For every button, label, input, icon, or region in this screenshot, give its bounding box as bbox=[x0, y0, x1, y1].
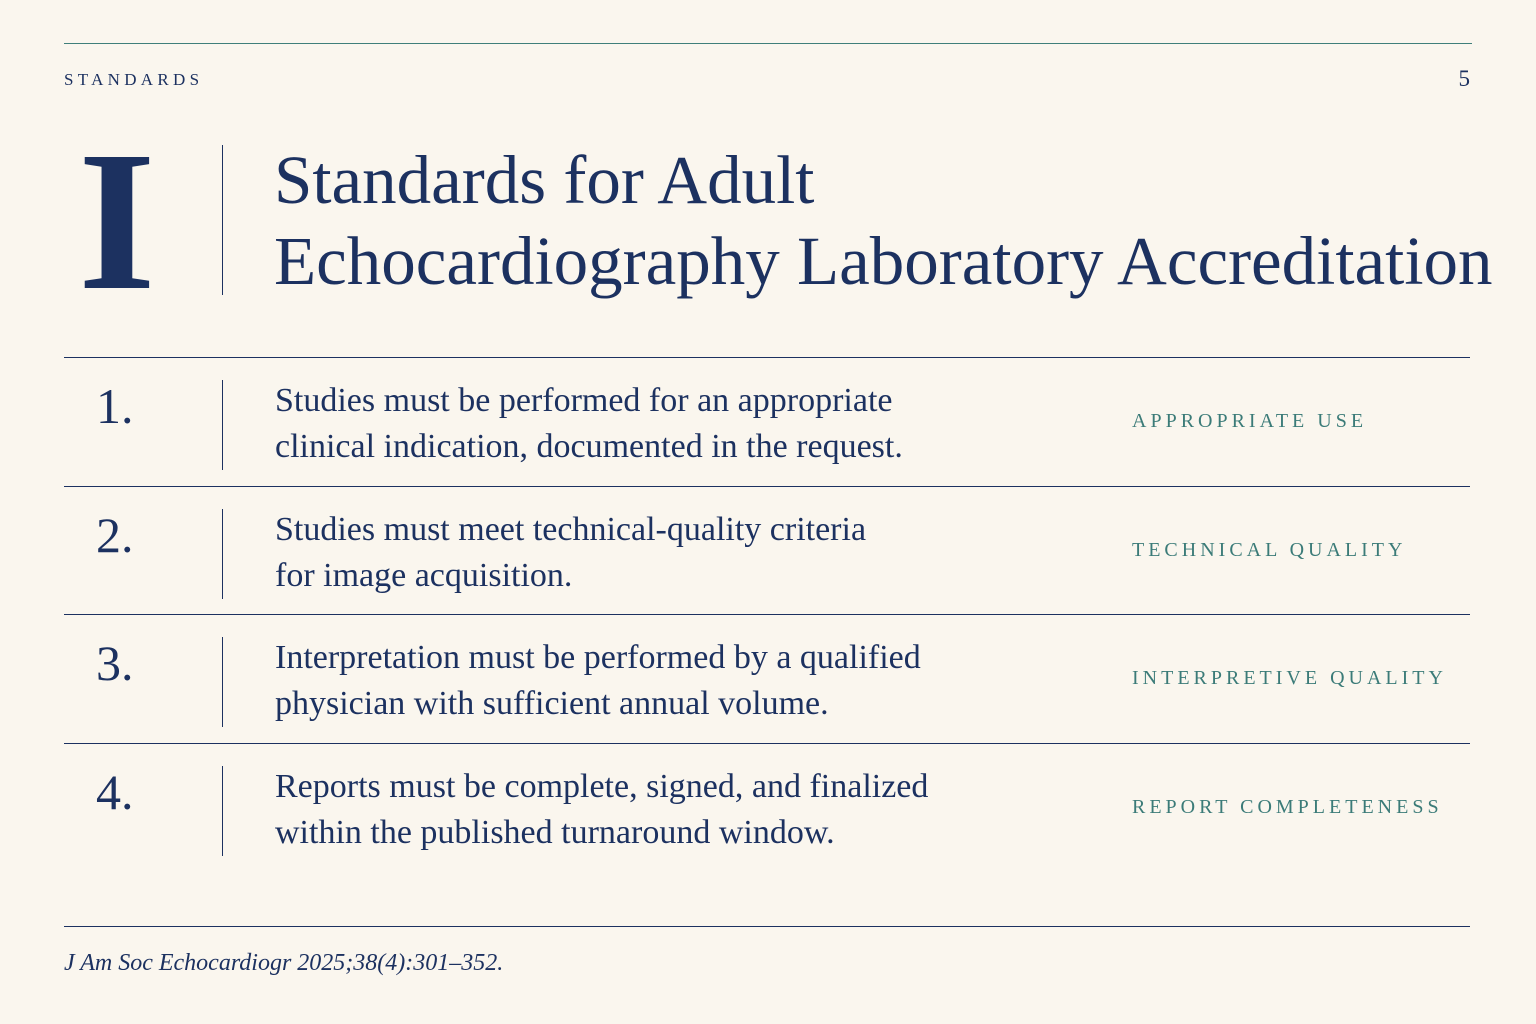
standard-number: 3. bbox=[96, 635, 134, 691]
page-number: 5 bbox=[1458, 66, 1470, 91]
standard-row bbox=[64, 358, 1470, 486]
standard-row bbox=[64, 615, 1470, 743]
row-divider bbox=[222, 380, 223, 470]
citation: J Am Soc Echocardiogr 2025;38(4):301–352. bbox=[64, 950, 504, 976]
standard-category: REPORT COMPLETENESS bbox=[1132, 796, 1443, 818]
standard-category: INTERPRETIVE QUALITY bbox=[1132, 667, 1447, 689]
standard-text-line: within the published turnaround window. bbox=[275, 814, 835, 851]
page-title-line: Echocardiography Laboratory Accreditation bbox=[274, 223, 1493, 299]
standard-text-line: physician with sufficient annual volume. bbox=[275, 685, 829, 722]
section-numeral: I bbox=[78, 111, 156, 332]
standard-text-line: Studies must meet technical-quality criteria bbox=[275, 511, 867, 548]
standard-row bbox=[64, 487, 1470, 615]
row-divider bbox=[222, 766, 223, 856]
standard-number: 4. bbox=[96, 764, 134, 820]
footer-rule bbox=[64, 926, 1470, 927]
standard-text-line: clinical indication, documented in the request. bbox=[275, 428, 903, 465]
top-rule bbox=[64, 43, 1472, 44]
standard-text bbox=[275, 507, 1055, 599]
standard-text bbox=[275, 635, 1055, 727]
page-title bbox=[274, 140, 1514, 302]
standard-category: APPROPRIATE USE bbox=[1132, 410, 1368, 432]
standard-text-line: Reports must be complete, signed, and finalized bbox=[275, 768, 929, 805]
running-head: STANDARDS bbox=[64, 70, 204, 89]
row-divider bbox=[222, 509, 223, 599]
standard-text-line: Studies must be performed for an appropriate bbox=[275, 382, 893, 419]
standard-category: TECHNICAL QUALITY bbox=[1132, 539, 1407, 561]
standard-text-line: for image acquisition. bbox=[275, 557, 573, 594]
standard-text bbox=[275, 764, 1055, 856]
page-title-line: Standards for Adult bbox=[274, 142, 815, 218]
standard-text bbox=[275, 378, 1055, 470]
row-divider bbox=[222, 637, 223, 727]
standard-number: 1. bbox=[96, 378, 134, 434]
title-divider bbox=[222, 145, 223, 295]
standard-text-line: Interpretation must be performed by a qualified bbox=[275, 639, 921, 676]
standard-row bbox=[64, 744, 1470, 872]
standard-number: 2. bbox=[96, 507, 134, 563]
